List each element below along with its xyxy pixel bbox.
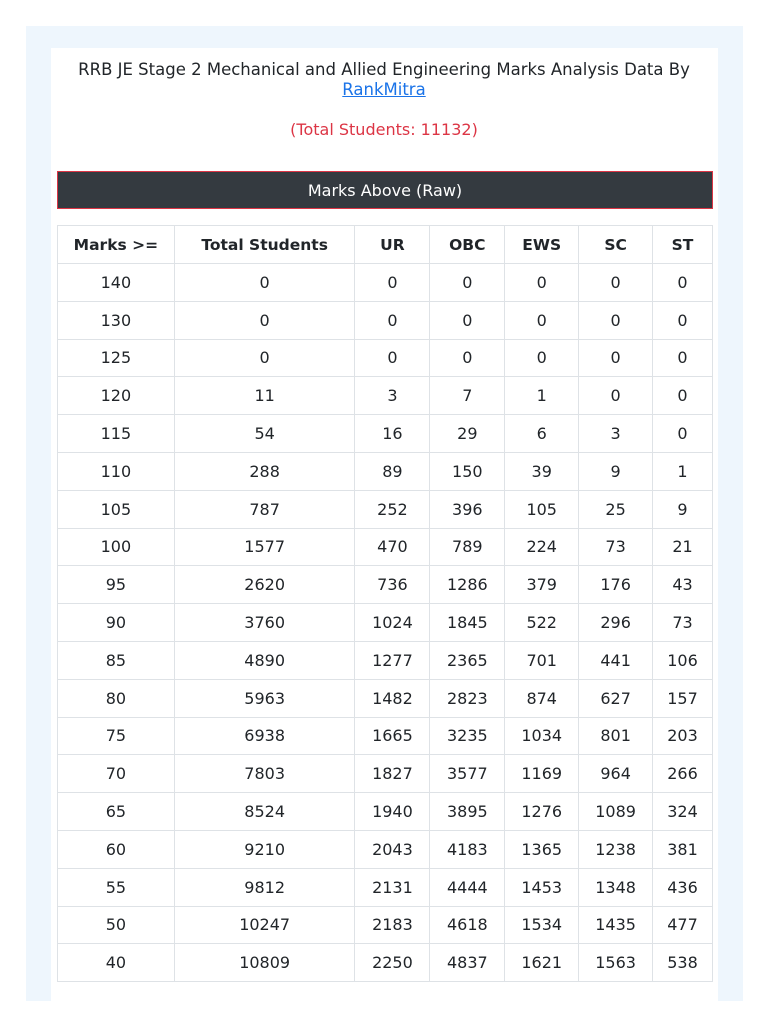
table-header-row bbox=[58, 226, 713, 264]
table-cell: 110 bbox=[58, 452, 175, 490]
table-cell: 25 bbox=[579, 490, 653, 528]
table-cell: 4837 bbox=[430, 944, 505, 982]
table-cell: 90 bbox=[58, 604, 175, 642]
table-cell: 1286 bbox=[430, 566, 505, 604]
table-row bbox=[58, 264, 713, 302]
table-cell: 9210 bbox=[174, 830, 355, 868]
table-cell: 1665 bbox=[355, 717, 430, 755]
table-cell: 100 bbox=[58, 528, 175, 566]
table-cell: 288 bbox=[174, 452, 355, 490]
table-cell: 3577 bbox=[430, 755, 505, 793]
table-cell: 9812 bbox=[174, 868, 355, 906]
table-cell: 2620 bbox=[174, 566, 355, 604]
column-header: Total Students bbox=[174, 226, 355, 264]
table-cell: 140 bbox=[58, 264, 175, 302]
table-cell: 157 bbox=[653, 679, 713, 717]
table-cell: 80 bbox=[58, 679, 175, 717]
table-cell: 95 bbox=[58, 566, 175, 604]
table-cell: 1 bbox=[653, 452, 713, 490]
table-cell: 6938 bbox=[174, 717, 355, 755]
table-cell: 441 bbox=[579, 641, 653, 679]
table-cell: 0 bbox=[653, 339, 713, 377]
table-cell: 1024 bbox=[355, 604, 430, 642]
table-cell: 324 bbox=[653, 793, 713, 831]
table-cell: 736 bbox=[355, 566, 430, 604]
table-cell: 3235 bbox=[430, 717, 505, 755]
table-cell: 436 bbox=[653, 868, 713, 906]
table-cell: 522 bbox=[505, 604, 579, 642]
table-cell: 65 bbox=[58, 793, 175, 831]
table-cell: 0 bbox=[579, 264, 653, 302]
table-cell: 2131 bbox=[355, 868, 430, 906]
table-cell: 125 bbox=[58, 339, 175, 377]
table-cell: 1563 bbox=[579, 944, 653, 982]
table-cell: 120 bbox=[58, 377, 175, 415]
column-header: ST bbox=[653, 226, 713, 264]
table-cell: 1034 bbox=[505, 717, 579, 755]
table-cell: 130 bbox=[58, 301, 175, 339]
table-cell: 4444 bbox=[430, 868, 505, 906]
table-cell: 381 bbox=[653, 830, 713, 868]
table-cell: 60 bbox=[58, 830, 175, 868]
table-cell: 0 bbox=[174, 301, 355, 339]
table-cell: 379 bbox=[505, 566, 579, 604]
table-cell: 2365 bbox=[430, 641, 505, 679]
table-cell: 16 bbox=[355, 415, 430, 453]
table-row bbox=[58, 793, 713, 831]
table-cell: 0 bbox=[174, 264, 355, 302]
total-students: (Total Students: 11132) bbox=[290, 120, 478, 139]
table-row bbox=[58, 906, 713, 944]
table-row bbox=[58, 452, 713, 490]
banner-label: Marks Above (Raw) bbox=[307, 180, 463, 200]
table-cell: 252 bbox=[355, 490, 430, 528]
marks-table bbox=[57, 225, 713, 982]
table-cell: 2250 bbox=[355, 944, 430, 982]
table-row bbox=[58, 830, 713, 868]
table-cell: 0 bbox=[579, 301, 653, 339]
table-cell: 40 bbox=[58, 944, 175, 982]
table-cell: 4618 bbox=[430, 906, 505, 944]
table-cell: 75 bbox=[58, 717, 175, 755]
table-cell: 1348 bbox=[579, 868, 653, 906]
table-cell: 1453 bbox=[505, 868, 579, 906]
table-cell: 73 bbox=[579, 528, 653, 566]
table-cell: 73 bbox=[653, 604, 713, 642]
table-cell: 3 bbox=[579, 415, 653, 453]
table-row bbox=[58, 301, 713, 339]
table-cell: 50 bbox=[58, 906, 175, 944]
table-cell: 106 bbox=[653, 641, 713, 679]
table-row bbox=[58, 717, 713, 755]
table-row bbox=[58, 755, 713, 793]
table-cell: 105 bbox=[505, 490, 579, 528]
table-cell: 0 bbox=[430, 339, 505, 377]
table-cell: 89 bbox=[355, 452, 430, 490]
table-cell: 538 bbox=[653, 944, 713, 982]
table-cell: 1238 bbox=[579, 830, 653, 868]
table-cell: 0 bbox=[505, 339, 579, 377]
column-header: Marks >= bbox=[58, 226, 175, 264]
table-cell: 105 bbox=[58, 490, 175, 528]
table-cell: 9 bbox=[579, 452, 653, 490]
table-cell: 1577 bbox=[174, 528, 355, 566]
table-cell: 7 bbox=[430, 377, 505, 415]
table-cell: 1435 bbox=[579, 906, 653, 944]
table-cell: 266 bbox=[653, 755, 713, 793]
table-cell: 964 bbox=[579, 755, 653, 793]
rankmitra-link[interactable]: RankMitra bbox=[342, 80, 426, 99]
table-cell: 1845 bbox=[430, 604, 505, 642]
table-row bbox=[58, 641, 713, 679]
table-cell: 477 bbox=[653, 906, 713, 944]
table-cell: 3895 bbox=[430, 793, 505, 831]
table-cell: 39 bbox=[505, 452, 579, 490]
table-body bbox=[58, 264, 713, 982]
table-cell: 70 bbox=[58, 755, 175, 793]
title-text: RRB JE Stage 2 Mechanical and Allied Engineering Marks Analysis Data By bbox=[78, 60, 690, 79]
table-cell: 3760 bbox=[174, 604, 355, 642]
table-row bbox=[58, 415, 713, 453]
table-cell: 1 bbox=[505, 377, 579, 415]
table-cell: 0 bbox=[505, 264, 579, 302]
table-cell: 1621 bbox=[505, 944, 579, 982]
table-cell: 10247 bbox=[174, 906, 355, 944]
table-row bbox=[58, 604, 713, 642]
table-cell: 2183 bbox=[355, 906, 430, 944]
table-cell: 627 bbox=[579, 679, 653, 717]
table-row bbox=[58, 528, 713, 566]
table-cell: 1169 bbox=[505, 755, 579, 793]
table-cell: 2823 bbox=[430, 679, 505, 717]
table-cell: 1089 bbox=[579, 793, 653, 831]
column-header: EWS bbox=[505, 226, 579, 264]
table-cell: 0 bbox=[430, 301, 505, 339]
table-cell: 789 bbox=[430, 528, 505, 566]
table-cell: 0 bbox=[355, 339, 430, 377]
table-cell: 1940 bbox=[355, 793, 430, 831]
table-cell: 396 bbox=[430, 490, 505, 528]
table-cell: 55 bbox=[58, 868, 175, 906]
table-cell: 701 bbox=[505, 641, 579, 679]
table-cell: 11 bbox=[174, 377, 355, 415]
table-cell: 0 bbox=[174, 339, 355, 377]
table-cell: 115 bbox=[58, 415, 175, 453]
table-cell: 0 bbox=[653, 377, 713, 415]
table-cell: 1277 bbox=[355, 641, 430, 679]
table-cell: 8524 bbox=[174, 793, 355, 831]
column-header: SC bbox=[579, 226, 653, 264]
table-cell: 1365 bbox=[505, 830, 579, 868]
table-cell: 0 bbox=[653, 301, 713, 339]
table-cell: 0 bbox=[653, 264, 713, 302]
table-row bbox=[58, 868, 713, 906]
table-row bbox=[58, 490, 713, 528]
table-cell: 470 bbox=[355, 528, 430, 566]
table-cell: 5963 bbox=[174, 679, 355, 717]
table-row bbox=[58, 679, 713, 717]
table-row bbox=[58, 339, 713, 377]
table-row bbox=[58, 566, 713, 604]
table-cell: 0 bbox=[430, 264, 505, 302]
table-cell: 1827 bbox=[355, 755, 430, 793]
table-cell: 203 bbox=[653, 717, 713, 755]
table-cell: 787 bbox=[174, 490, 355, 528]
table-cell: 0 bbox=[505, 301, 579, 339]
page-title bbox=[0, 60, 768, 100]
table-cell: 296 bbox=[579, 604, 653, 642]
column-header: UR bbox=[355, 226, 430, 264]
table-cell: 150 bbox=[430, 452, 505, 490]
table-cell: 0 bbox=[579, 339, 653, 377]
table-cell: 0 bbox=[355, 264, 430, 302]
table-cell: 1482 bbox=[355, 679, 430, 717]
table-cell: 0 bbox=[355, 301, 430, 339]
column-header: OBC bbox=[430, 226, 505, 264]
table-cell: 21 bbox=[653, 528, 713, 566]
table-cell: 10809 bbox=[174, 944, 355, 982]
table-cell: 0 bbox=[653, 415, 713, 453]
table-cell: 176 bbox=[579, 566, 653, 604]
marks-above-banner bbox=[57, 171, 713, 209]
table-cell: 801 bbox=[579, 717, 653, 755]
table-cell: 29 bbox=[430, 415, 505, 453]
table-cell: 224 bbox=[505, 528, 579, 566]
table-cell: 85 bbox=[58, 641, 175, 679]
table-row bbox=[58, 944, 713, 982]
table-cell: 1534 bbox=[505, 906, 579, 944]
table-cell: 6 bbox=[505, 415, 579, 453]
table-cell: 7803 bbox=[174, 755, 355, 793]
table-cell: 43 bbox=[653, 566, 713, 604]
table-cell: 1276 bbox=[505, 793, 579, 831]
table-cell: 4890 bbox=[174, 641, 355, 679]
table-cell: 4183 bbox=[430, 830, 505, 868]
table-cell: 0 bbox=[579, 377, 653, 415]
table-row bbox=[58, 377, 713, 415]
table-cell: 874 bbox=[505, 679, 579, 717]
table-cell: 2043 bbox=[355, 830, 430, 868]
table-cell: 9 bbox=[653, 490, 713, 528]
table-cell: 54 bbox=[174, 415, 355, 453]
table-cell: 3 bbox=[355, 377, 430, 415]
